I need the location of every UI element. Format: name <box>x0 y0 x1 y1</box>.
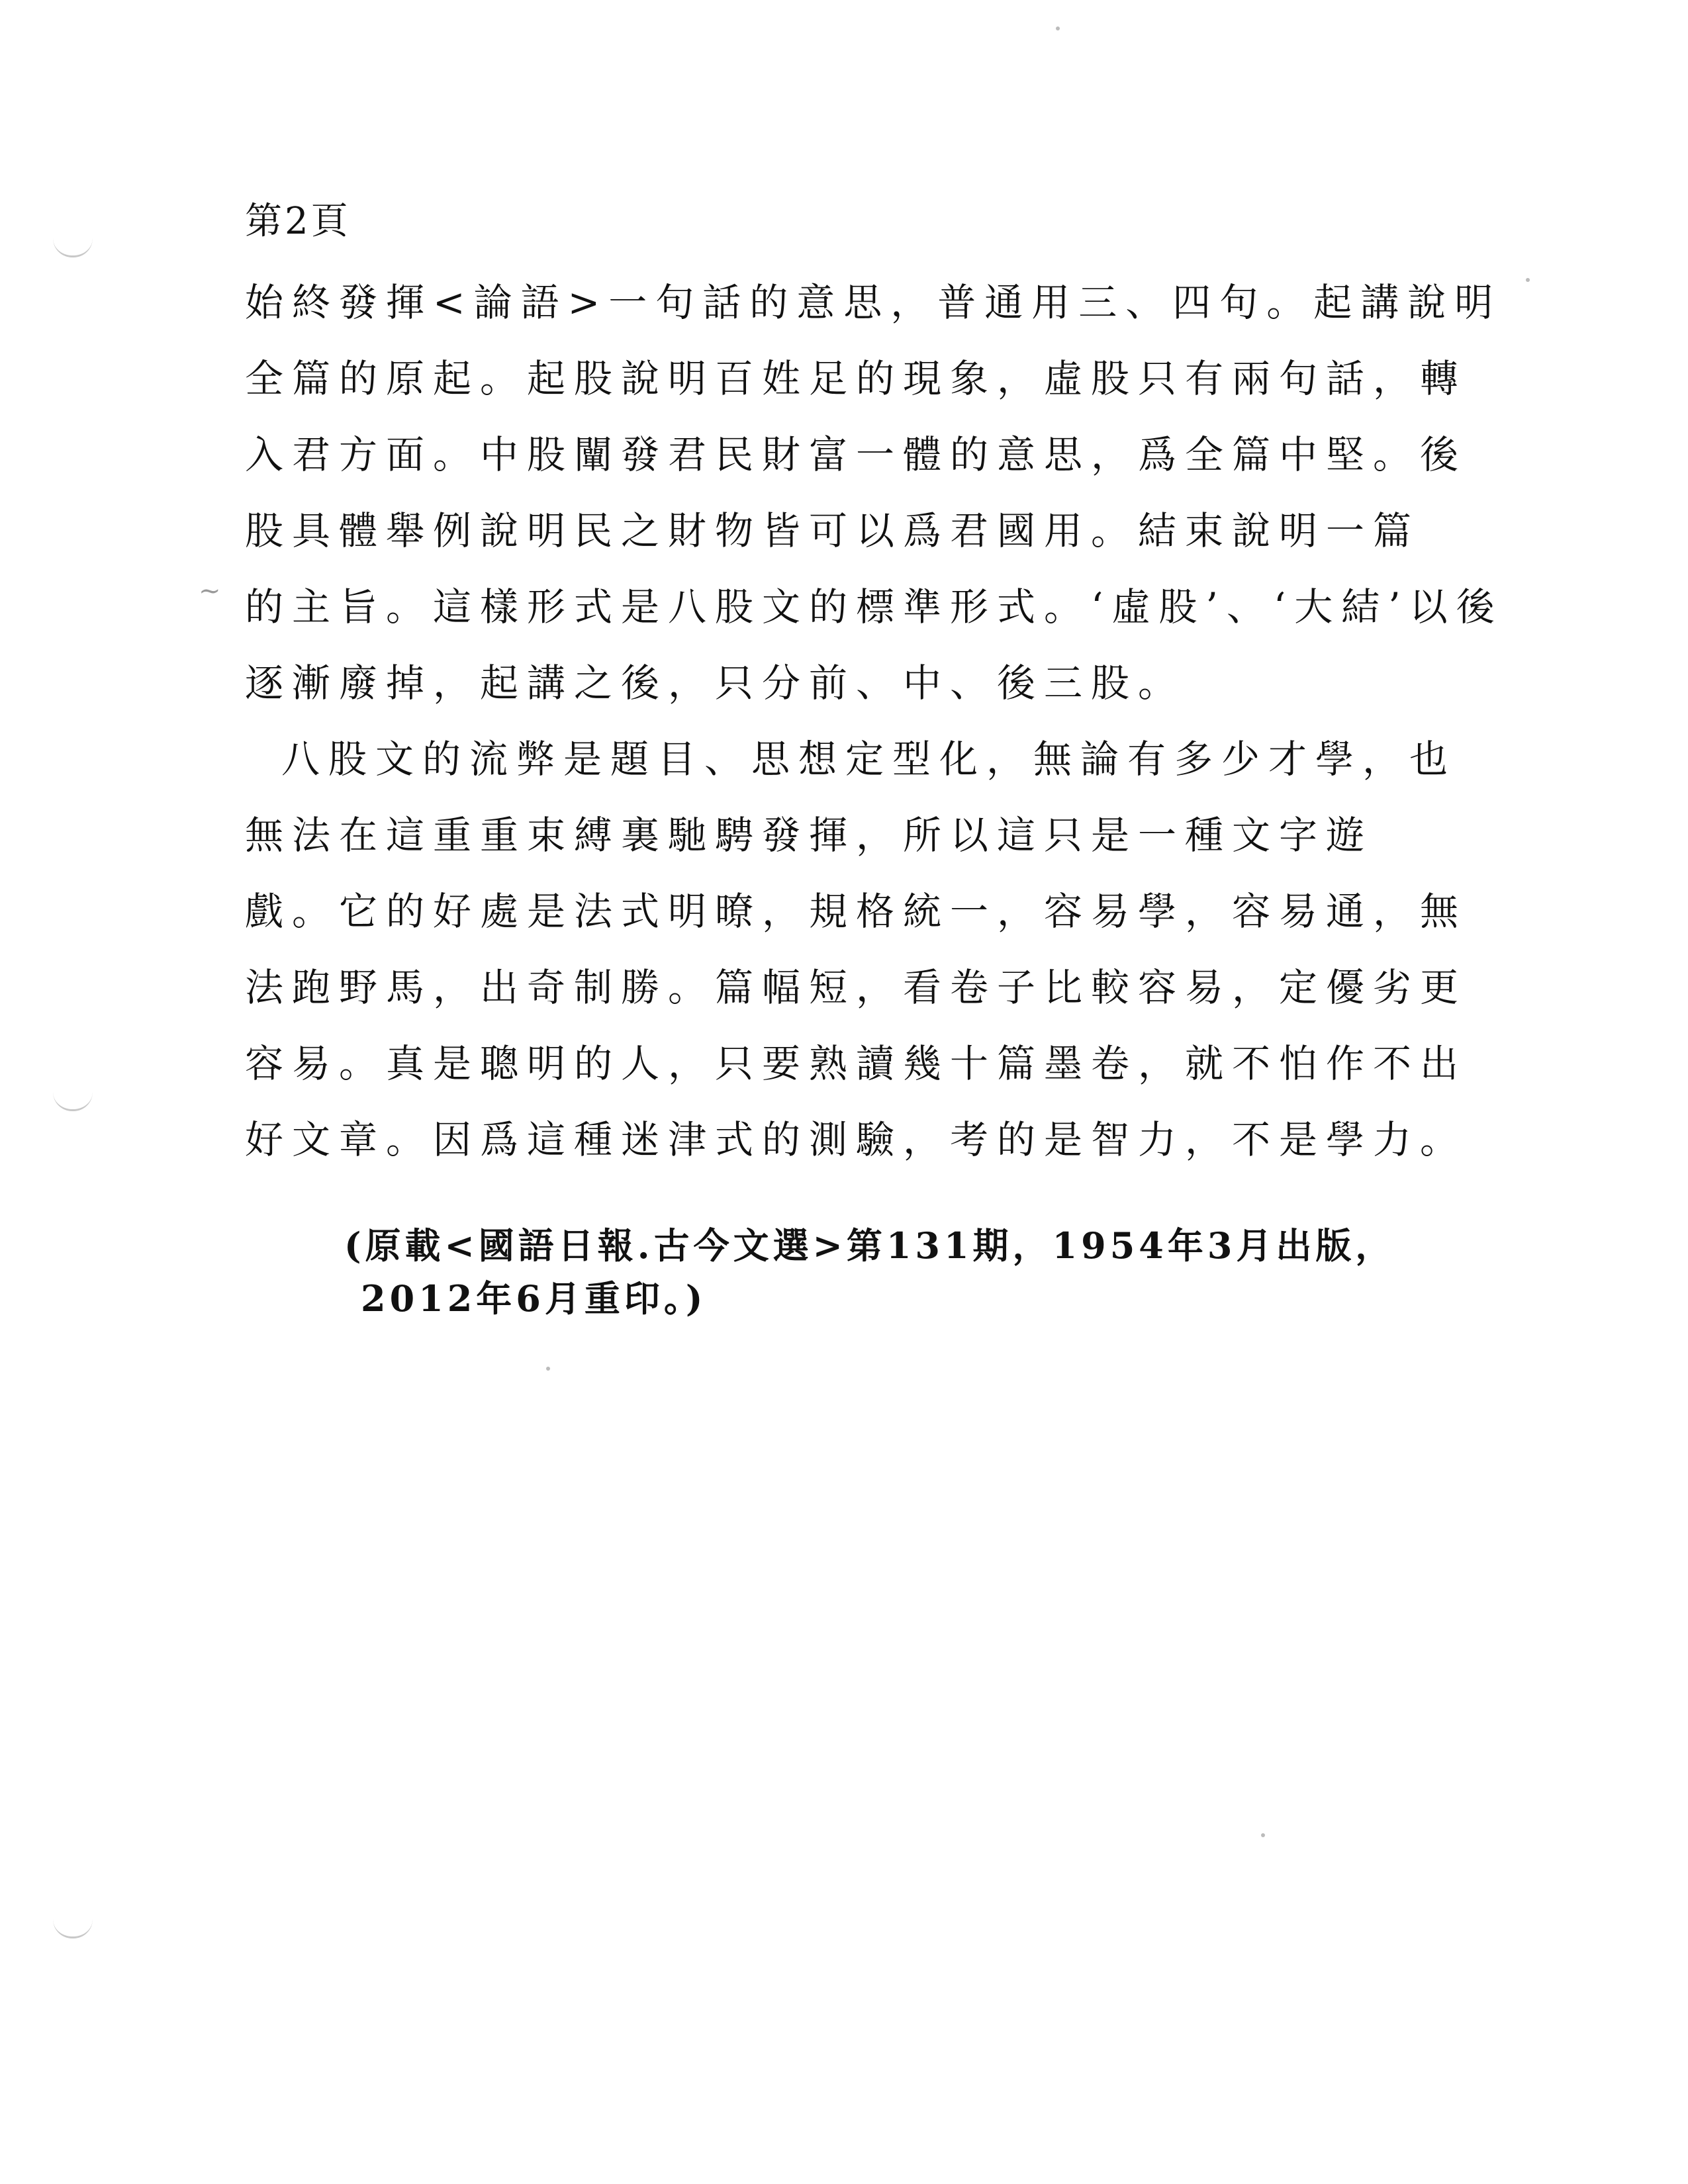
scan-speck <box>546 1367 550 1371</box>
punch-hole-mark <box>53 238 93 257</box>
margin-scribble: ~ <box>199 576 221 606</box>
punch-hole-mark <box>53 1919 93 1938</box>
paragraph-line: 逐漸廢掉，起講之後，只分前、中、後三股。 <box>245 660 1186 705</box>
paragraph-line: 八股文的流弊是題目、思想定型化，無論有多少才學，也 <box>281 737 1457 782</box>
punch-hole-mark <box>53 1092 93 1111</box>
source-note-line: 2012年6月重印。) <box>361 1277 707 1320</box>
paragraph-line: 全篇的原起。起股說明百姓足的現象，虛股只有兩句話，轉 <box>245 356 1468 401</box>
paragraph-line: 的主旨。這樣形式是八股文的標準形式。‘虛股’、‘大結’以後 <box>245 584 1503 629</box>
scan-speck <box>1261 1833 1265 1837</box>
paragraph-line: 入君方面。中股闡發君民財富一體的意思，爲全篇中堅。後 <box>245 432 1468 477</box>
scan-speck <box>1526 278 1530 282</box>
paragraph-line: 無法在這重重束縛裏馳騁發揮，所以這只是一種文字遊 <box>245 813 1374 858</box>
page-number: 第2頁 <box>245 200 351 243</box>
paragraph-line: 股具體舉例說明民之財物皆可以爲君國用。結束說明一篇 <box>245 508 1421 553</box>
paragraph-line: 法跑野馬，出奇制勝。篇幅短，看卷子比較容易，定優劣更 <box>245 965 1468 1010</box>
paragraph-line: 好文章。因爲這種迷津式的測驗，考的是智力，不是學力。 <box>245 1117 1468 1162</box>
paragraph-line: 容易。真是聰明的人，只要熟讀幾十篇墨卷，就不怕作不出 <box>245 1041 1468 1086</box>
paragraph-line: 戲。它的好處是法式明暸，規格統一，容易學，容易通，無 <box>245 889 1468 934</box>
source-note-line: (原載<國語日報.古今文選>第131期，1954年3月出版， <box>344 1224 1395 1267</box>
paragraph-line: 始終發揮<論語>一句話的意思，普通用三、四句。起講說明 <box>245 280 1502 325</box>
scan-speck <box>1056 26 1060 30</box>
